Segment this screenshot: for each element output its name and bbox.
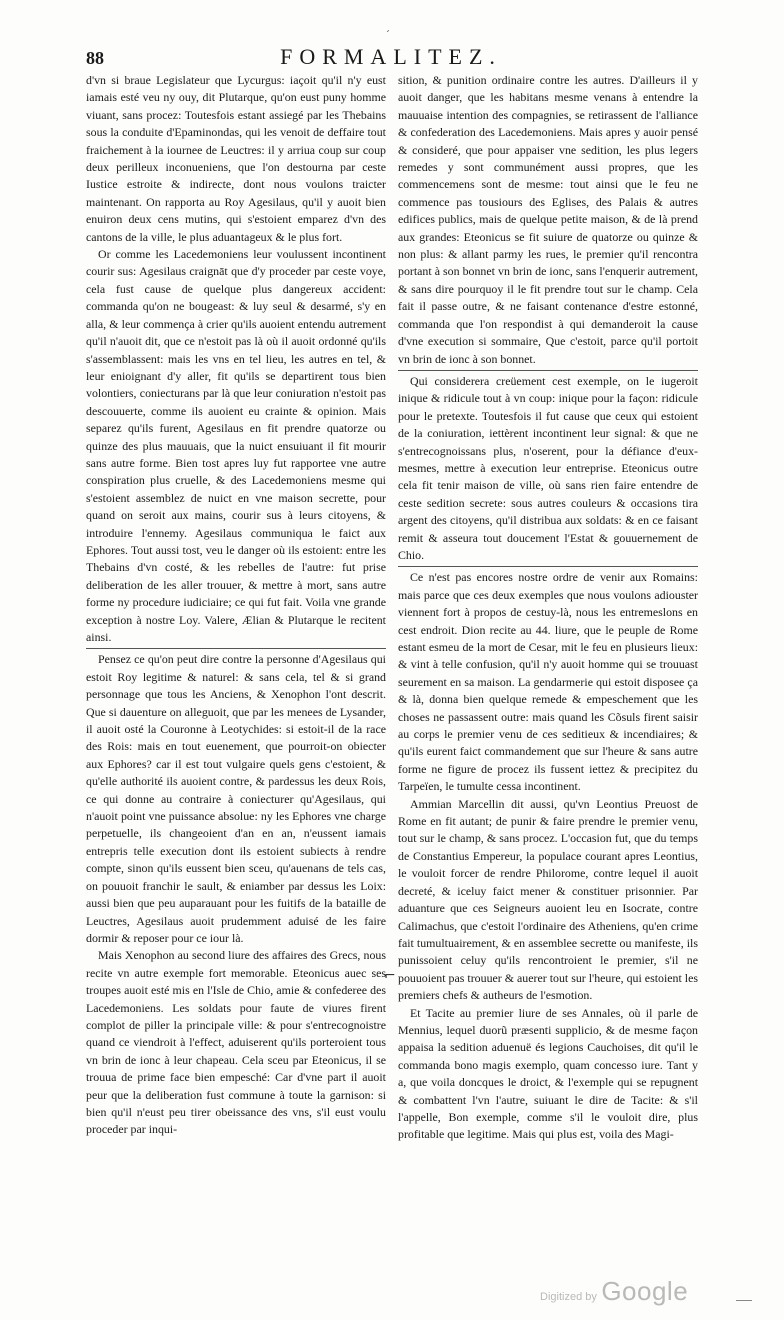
paragraph: Pensez ce qu'on peut dire contre la personne d'Agesilaus qui estoit Roy legitime & naturel: & sans cela, tel & si grand personnage que tous les Anciens, & Xenophon l'ont descrit. Que si dauenture on alleguoit, que par les menees de Lysander, il auoit osté la Couronne à Leotychides: si estoit-il de la race des Rois: mais en tout euenement, que pourroit-on obiecter aux Ephores? car il est tout vulgaire quels gens c'estoient, & qu'elle authorité ils auoient contre, & pardessus les deux Rois, ce qui donne au contraire à coniecturer qu'Agesilaus, qui n'auoit point vne puissance absolue: ny les Ephores vne charge perpetuelle, ils changeoient d'an en an, n'eussent iamais entrepris telle execution dont ils estoient subiects à rendre compte, sinon qu'ils eussent bien sceu, qu'auenans de tels cas, on pouuoit franchir le sault, & eniamber par dessus les Loix: aussi bien que peu auparauant pour les fuitifs de la bataille de Leuctres, Agesilaus auoit prudemment aduisé de les faire dormir & reposer pour ce iour là. xyxy=(86,652,386,945)
divider xyxy=(398,370,698,371)
digitization-watermark xyxy=(540,1276,688,1307)
watermark-logo: Google xyxy=(601,1276,689,1306)
paragraph: Ce n'est pas encores nostre ordre de venir aux Romains: mais parce que ces deux exemples que nous voulons adiouster viennent fort à propos de cestuy-là, nous les entremeslons en cest endroit. Dion recite au 44. liure, que le peuple de Rome estant esmeu de la mort de Cesar, mit le feu en plusieurs lieux: & vint à telle confusion, qu'il n'y auoit homme qui se trouuast seurement en sa maison. La gendarmerie qui estoit disposee ça & là, donna bien quelque remede & empeschement que les choses ne passassent outre: mais quand les Cõsuls firent saisir au corps le premier venu de ces seditieux & incendiaires; & qu'ils eurent faict commandement que sur l'heure & sans autre forme ne figure de procez ils fussent iettez & precipitez du Tarpeïen, le tumulte cessa incontinent. xyxy=(398,570,698,794)
corner-mark xyxy=(736,1300,752,1301)
left-column xyxy=(86,72,386,1139)
margin-pointer-mark: ⌐ xyxy=(384,968,396,984)
divider xyxy=(398,566,698,567)
page-header xyxy=(86,44,696,72)
page-number: 88 xyxy=(86,48,104,68)
paragraph: Qui considerera creüement cest exemple, on le iugeroit inique & ridicule tout à vn coup: inique pour la façon: ridicule pour le pretexte. Toutesfois il fut cause que ceux qui estoient de la coniuration, iettèrent incontinent leur signal: & que ne s'entrecognoissans plus, n'oserent, pour la défiance d'eux-mesmes, mettre à execution leur entreprise. Eteonicus outre cela fit tenir maison de ville, où sans rien faire entendre de ceste sedition secrete: sous autres couleurs & occasions tira argent des citoyens, qu'il distribua aux soldats: & en ce faisant remit & asseura tout doucement l'Estat & gouuernement de Chio. xyxy=(398,373,698,562)
paragraph: Mais Xenophon au second liure des affaires des Grecs, nous recite vn autre exemple fort memorable. Eteonicus auec ses troupes auoit esté mis en l'Isle de Chio, amie & confederee des Lacedemoniens. Les soldats pour faute de viures firent complot de piller la principale ville: & pour s'entrecognoistre quand ce viendroit à l'effect, aduiserent qu'ils porteroient tous vn brin de ionc à leur chapeau. Cela sceu par Eteonicus, il se trouua de prime face bien empesché: Car d'vne part il auoit peur que la deliberation fust commune à toute la garnison: si bien qu'il n'eust peu tirer obeissance des vns, s'il eust voulu proceder par inqui- xyxy=(86,948,386,1137)
running-title: FORMALITEZ. xyxy=(280,44,502,69)
right-column xyxy=(398,72,698,1144)
top-mark: ´ xyxy=(385,30,390,41)
divider xyxy=(86,648,386,649)
paragraph: Et Tacite au premier liure de ses Annales, où il parle de Mennius, lequel duorũ præsenti supplicio, & de mesme façon appaisa la sedition aduenuë és legions Cauchoises, dit qu'il le commanda bono magis exemplo, quam concesso iure. Tant y a, que voila doncques le droict, & l'exemple qui se repugnent & combattent l'vn l'autre, suiuant le dire de Tacite: & s'il l'appelle, Bon exemple, comme s'il le vouloit dire, plus profitable que legitime. Mais qui plus est, voila des Magi- xyxy=(398,1005,698,1142)
paragraph: sition, & punition ordinaire contre les autres. D'ailleurs il y auoit danger, que les habitans mesme venans à entendre la mauuaise intention des compagnies, se retirassent de l'alliance & confederation des Lacedemoniens. Mais apres y auoir pensé & consideré, que pour appaiser vne sedition, les plus legers remedes y sont communément aussi propres, que les commencemens sont de mesme: tout ainsi que le feu ne commence pas tousiours des Eglises, des Palais & autres edifices publics, mais de quelque petite maison, & de là prend aux grandes: Eteonicus se fit suiure de quatorze ou quinze & non plus: & allant parmy les rues, le premier qu'il rencontra portant à son bonnet vn brin de ionc, sans l'enquerir autrement, & sans dire pourquoy il le fit prendre tout sur le champ. Cela fait il passe outre, & ne faisant contenance d'estre estonné, commanda que l'on respondist à qui demanderoit la cause d'vne execution si sommaire, Que c'estoit, parce qu'il portoit vn brin de ionc à son bonnet. xyxy=(398,73,698,366)
paragraph: Or comme les Lacedemoniens leur voulussent incontinent courir sus: Agesilaus craignāt que d'y proceder par ceste voye, cela fust cause de quelque plus dangereux accident: commanda qu'on ne bougeast: & luy seul & desarmé, s'y en alla, & leur commença à crier qu'ils auoient entendu autrement qu'il n'auoit dit, que ce n'estoit pas là où il auoit ordonné qu'ils s'assemblassent: mais les vns en tel lieu, les autres en tel, & leur enioignant d'y aller, fit qu'ils se departirent tous bien volontiers, coniecturans par là que leur coniuration n'estoit pas descouuerte, comme ils auoient eu crainte & opinion. Mais separez qu'ils furent, Agesilaus en fit prendre quatorze ou quinze des plus mauuais, que la nuict ensuiuant il fit mourir sans autre forme. Bien tost apres luy fut rapportee vne autre conspiration plus cruelle, & des Lacedemoniens mesme qui s'estoient assemblez de nuict en vne maison secrette, pour quand on seroit aux mains, courir sus à leurs citoyens, & introduire l'ennemy. Agesilaus communiqua le faict aux Ephores. Tout aussi tost, veu le danger où ils estoient: entre les Thebains d'vn costé, & les rebelles de l'autre: fut prise deliberation de les aller trouuer, & mettre à mort, sans autre forme ny procedure iudiciaire; ce qui fut fait. Voila vne grande exception à nostre Loy. Valere, Ælian & Plutarque le recitent ainsi. xyxy=(86,247,386,644)
paragraph: Ammian Marcellin dit aussi, qu'vn Leontius Preuost de Rome en fit autant; de punir & faire prendre le premier venu, tout sur le champ, & sans procez. L'occasion fut, que du temps de Constantius Empereur, la populace courant apres Leontius, le vouloit forcer de rendre Philorome, contre lequel il auoit decreté, & iceluy faict mener & constituer prisonnier. Par aduanture que ces Seigneurs auoient leu en Isocrate, contre Calimachus, que c'estoit l'ordinaire des Atheniens, qu'en crime fait tumultuairement, & en assemblee secrette ou manifeste, ils punissoient celuy qu'ils rencontroient le premier, s'il ne pouuoient pas trouuer & auerer tout sur l'heure, qui estoient les premiers chefs & autheurs de l'esmotion. xyxy=(398,796,698,1003)
paragraph: d'vn si braue Legislateur que Lycurgus: iaçoit qu'il n'y eust iamais esté veu ny ouy, dit Plutarque, qu'on eust puny homme viuant, sans procez: Toutesfois estant assiegé par les Thebains sous la conduite d'Epaminondas, qui les venoit de deffaire tout fraichement à la iournee de Leuctres: il y arriua coup sur coup deux perilleux inconueniens, que l'on destourna par ceste Iustice estroite & indirecte, dont nous voulons traicter maintenant. On rapporta au Roy Agesilaus, qu'il y auoit bien enuiron deux cens mutins, qui s'estoient emparez d'vn des cantons de la ville, le plus aduantageux & le plus fort. xyxy=(86,73,386,244)
watermark-prefix: Digitized by xyxy=(540,1291,597,1303)
